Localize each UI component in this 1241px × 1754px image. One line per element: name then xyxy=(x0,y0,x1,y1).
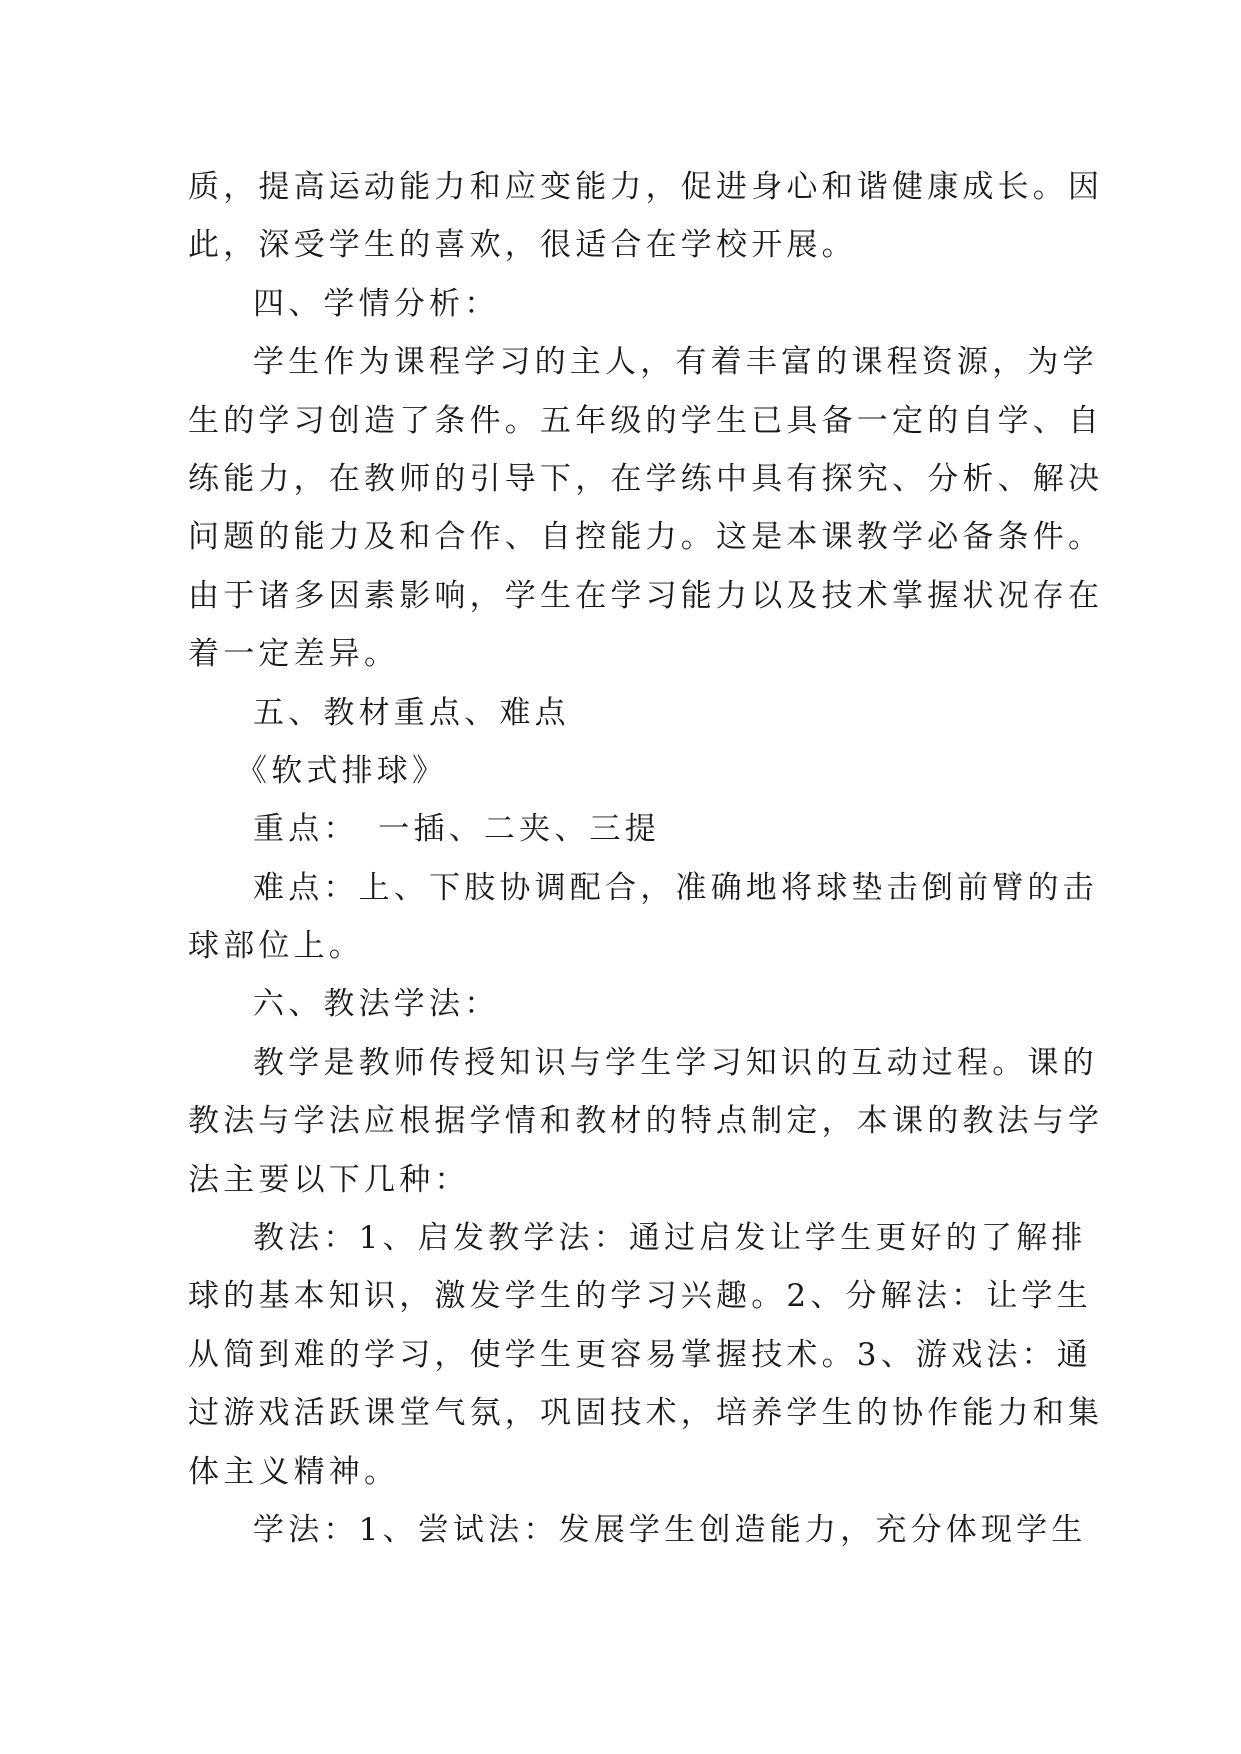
paragraph-line: 着一定差异。 xyxy=(188,636,400,673)
paragraph-line: 教学是教师传授知识与学生学习知识的互动过程。课的 xyxy=(253,1044,1098,1081)
textbook-title: 《软式排球》 xyxy=(236,752,448,789)
section-heading-key-points: 五、教材重点、难点 xyxy=(253,694,570,731)
paragraph-line: 练能力，在教师的引导下，在学练中具有探究、分析、解决 xyxy=(188,460,1104,497)
paragraph-line: 质，提高运动能力和应变能力，促进身心和谐健康成长。因 xyxy=(188,169,1104,205)
section-heading-methods: 六、教法学法： xyxy=(253,986,500,1023)
key-point-line: 重点： 一插、二夹、三提 xyxy=(253,811,660,848)
paragraph-line: 球部位上。 xyxy=(188,928,364,965)
paragraph-line: 过游戏活跃课堂气氛，巩固技术，培养学生的协作能力和集 xyxy=(188,1395,1104,1432)
paragraph-line: 生的学习创造了条件。五年级的学生已具备一定的自学、自 xyxy=(188,402,1104,439)
paragraph-line: 体主义精神。 xyxy=(188,1453,400,1490)
learning-methods-line: 学法：1、尝试法：发展学生创造能力，充分体现学生 xyxy=(253,1511,1087,1548)
paragraph-line: 问题的能力及和合作、自控能力。这是本课教学必备条件。 xyxy=(188,519,1104,556)
difficulty-line: 难点：上、下肢协调配合，准确地将球垫击倒前臂的击 xyxy=(253,869,1098,906)
paragraph-line: 从简到难的学习，使学生更容易掌握技术。3、游戏法：通 xyxy=(188,1336,1092,1373)
paragraph-line: 球的基本知识，激发学生的学习兴趣。2、分解法：让学生 xyxy=(188,1278,1092,1315)
paragraph-line: 教法与学法应根据学情和教材的特点制定，本课的教法与学 xyxy=(188,1103,1104,1140)
section-heading-learning-analysis: 四、学情分析： xyxy=(253,285,500,322)
paragraph-line: 法主要以下几种： xyxy=(188,1161,470,1198)
paragraph-line: 此，深受学生的喜欢，很适合在学校开展。 xyxy=(188,227,857,264)
paragraph-line: 学生作为课程学习的主人，有着丰富的课程资源，为学 xyxy=(253,344,1098,381)
document-page xyxy=(188,158,1104,1559)
paragraph-line: 由于诸多因素影响，学生在学习能力以及技术掌握状况存在 xyxy=(188,577,1104,614)
teaching-methods-line: 教法：1、启发教学法：通过启发让学生更好的了解排 xyxy=(253,1220,1087,1257)
